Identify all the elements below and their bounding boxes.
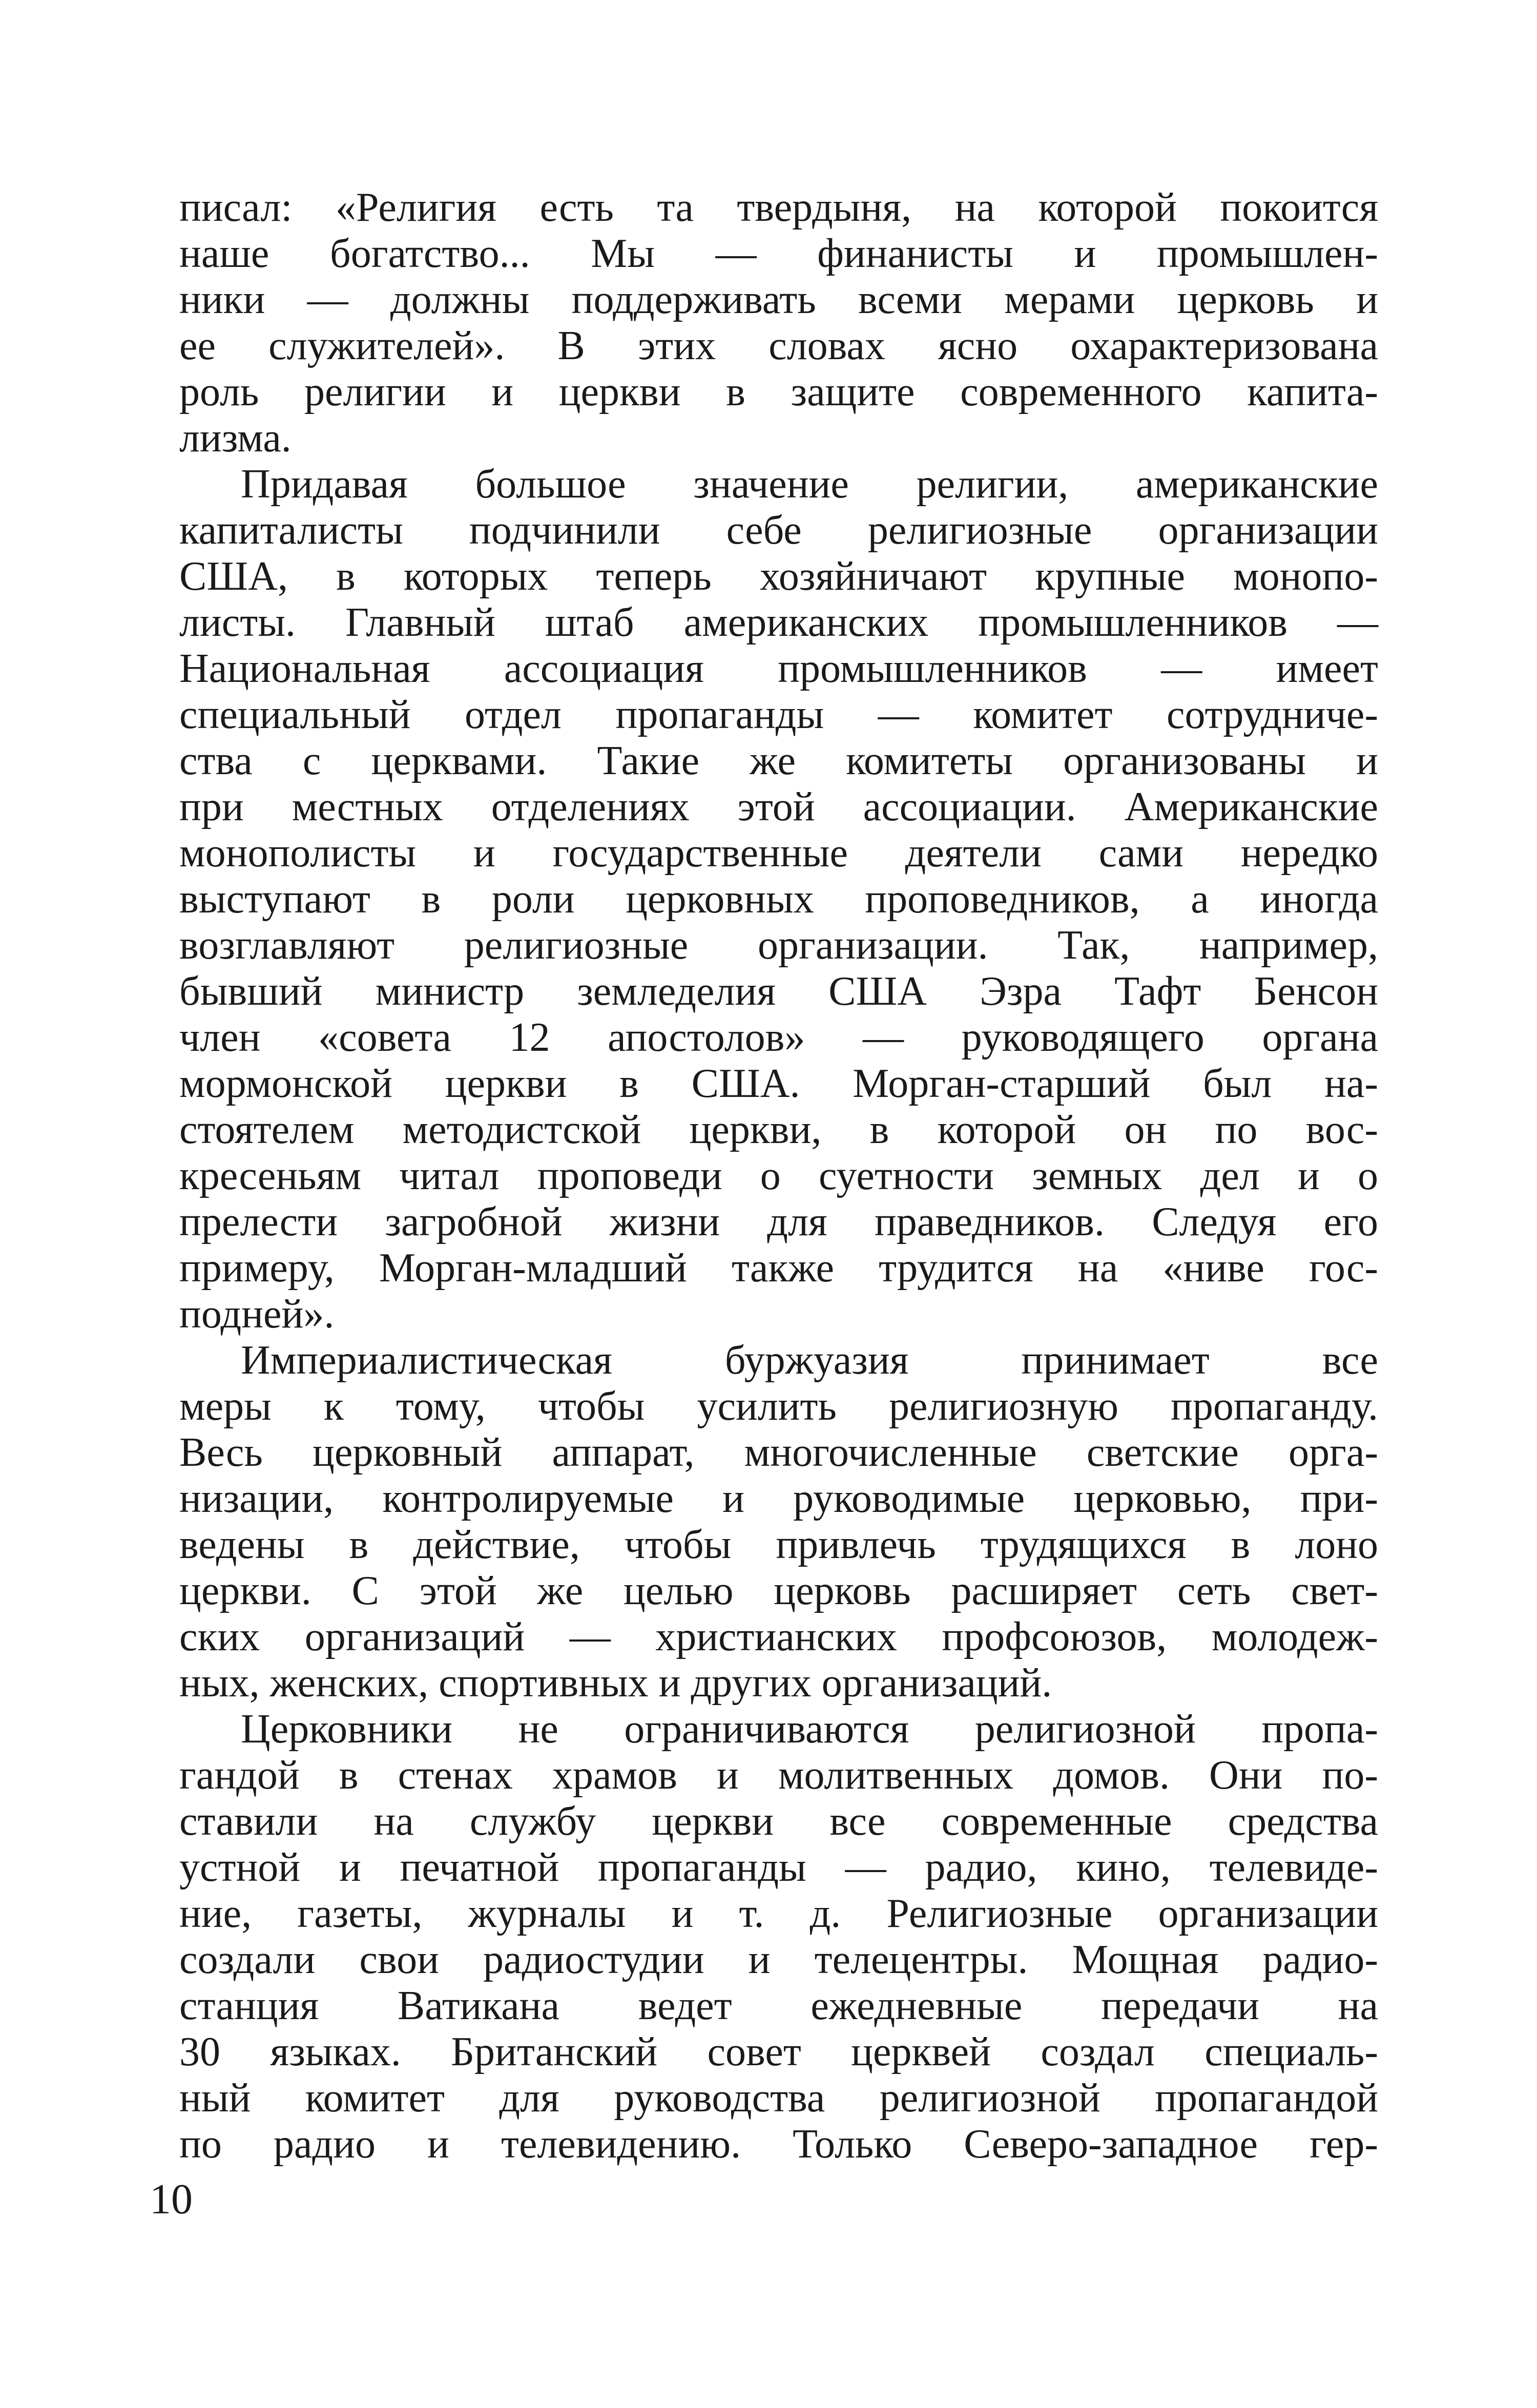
text-line: кресеньям читал проповеди о суетности земных дел и о — [179, 1153, 1378, 1198]
text-line: ведены в действие, чтобы привлечь трудящихся в лоно — [179, 1522, 1378, 1567]
text-line: ства с церквами. Такие же комитеты организованы и — [179, 738, 1378, 783]
body-text — [179, 184, 1378, 2167]
text-line: США, в которых теперь хозяйничают крупные монопо- — [179, 554, 1378, 599]
text-line: низации, контролируемые и руководимые церковью, при- — [179, 1476, 1378, 1521]
text-line: ники — должны поддерживать всеми мерами церковь и — [179, 277, 1378, 322]
text-line: писал: «Религия есть та твердыня, на которой покоится — [179, 185, 1378, 230]
page-number: 10 — [150, 2175, 193, 2223]
text-line: член «совета 12 апостолов» — руководящего органа — [179, 1015, 1378, 1060]
text-line: устной и печатной пропаганды — радио, кино, телевиде- — [179, 1845, 1378, 1890]
text-line: примеру, Морган-младший также трудится на «ниве гос- — [179, 1245, 1378, 1291]
text-line: мормонской церкви в США. Морган-старший был на- — [179, 1061, 1378, 1106]
paragraph-4 — [179, 1706, 1378, 2167]
text-line: листы. Главный штаб американских промышленников — — [179, 600, 1378, 645]
text-line: прелести загробной жизни для праведников. Следуя его — [179, 1199, 1378, 1244]
text-line: ских организаций — христианских профсоюзов, молодеж- — [179, 1614, 1378, 1659]
paragraph-1 — [179, 184, 1378, 461]
text-line: бывший министр земледелия США Эзра Тафт Бенсон — [179, 969, 1378, 1014]
text-line: церкви. С этой же целью церковь расширяет сеть свет- — [179, 1568, 1378, 1613]
text-line: выступают в роли церковных проповедников, а иногда — [179, 877, 1378, 922]
text-line: стоятелем методистской церкви, в которой он по вос- — [179, 1107, 1378, 1152]
text-line: специальный отдел пропаганды — комитет сотрудниче- — [179, 692, 1378, 737]
text-line: станция Ватикана ведет ежедневные передачи на — [179, 1983, 1378, 2028]
text-line: Национальная ассоциация промышленников — имеет — [179, 646, 1378, 691]
text-line: роль религии и церкви в защите современного капита- — [179, 369, 1378, 414]
text-line: ние, газеты, журналы и т. д. Религиозные организации — [179, 1891, 1378, 1936]
text-line: ставили на службу церкви все современные средства — [179, 1799, 1378, 1844]
text-line: возглавляют религиозные организации. Так, например, — [179, 923, 1378, 968]
paragraph-3 — [179, 1337, 1378, 1706]
text-line: наше богатство... Мы — финанисты и промышлен- — [179, 231, 1378, 276]
text-line: Церковники не ограничиваются религиозной пропа- — [241, 1707, 1378, 1752]
text-line: подней». — [179, 1292, 335, 1337]
text-line: ее служителей». В этих словах ясно охарактеризована — [179, 323, 1378, 368]
text-line: 30 языках. Британский совет церквей создал специаль- — [179, 2029, 1378, 2074]
text-line: гандой в стенах храмов и молитвенных домов. Они по- — [179, 1753, 1378, 1798]
text-line: меры к тому, чтобы усилить религиозную пропаганду. — [179, 1384, 1378, 1429]
text-line: Весь церковный аппарат, многочисленные светские орга- — [179, 1430, 1378, 1475]
text-line: по радио и телевидению. Только Северо-западное гер- — [179, 2122, 1378, 2167]
text-line: ный комитет для руководства религиозной пропагандой — [179, 2075, 1378, 2121]
paragraph-2 — [179, 461, 1378, 1337]
text-line: при местных отделениях этой ассоциации. Американские — [179, 784, 1378, 829]
text-line: капиталисты подчинили себе религиозные организации — [179, 508, 1378, 553]
text-line: лизма. — [179, 416, 292, 461]
text-line: Придавая большое значение религии, американские — [241, 462, 1378, 507]
text-line: Империалистическая буржуазия принимает все — [241, 1338, 1378, 1383]
text-line: ных, женских, спортивных и других организаций. — [179, 1660, 1052, 1706]
text-line: создали свои радиостудии и телецентры. Мощная радио- — [179, 1937, 1378, 1982]
text-line: монополисты и государственные деятели сами нередко — [179, 831, 1378, 876]
